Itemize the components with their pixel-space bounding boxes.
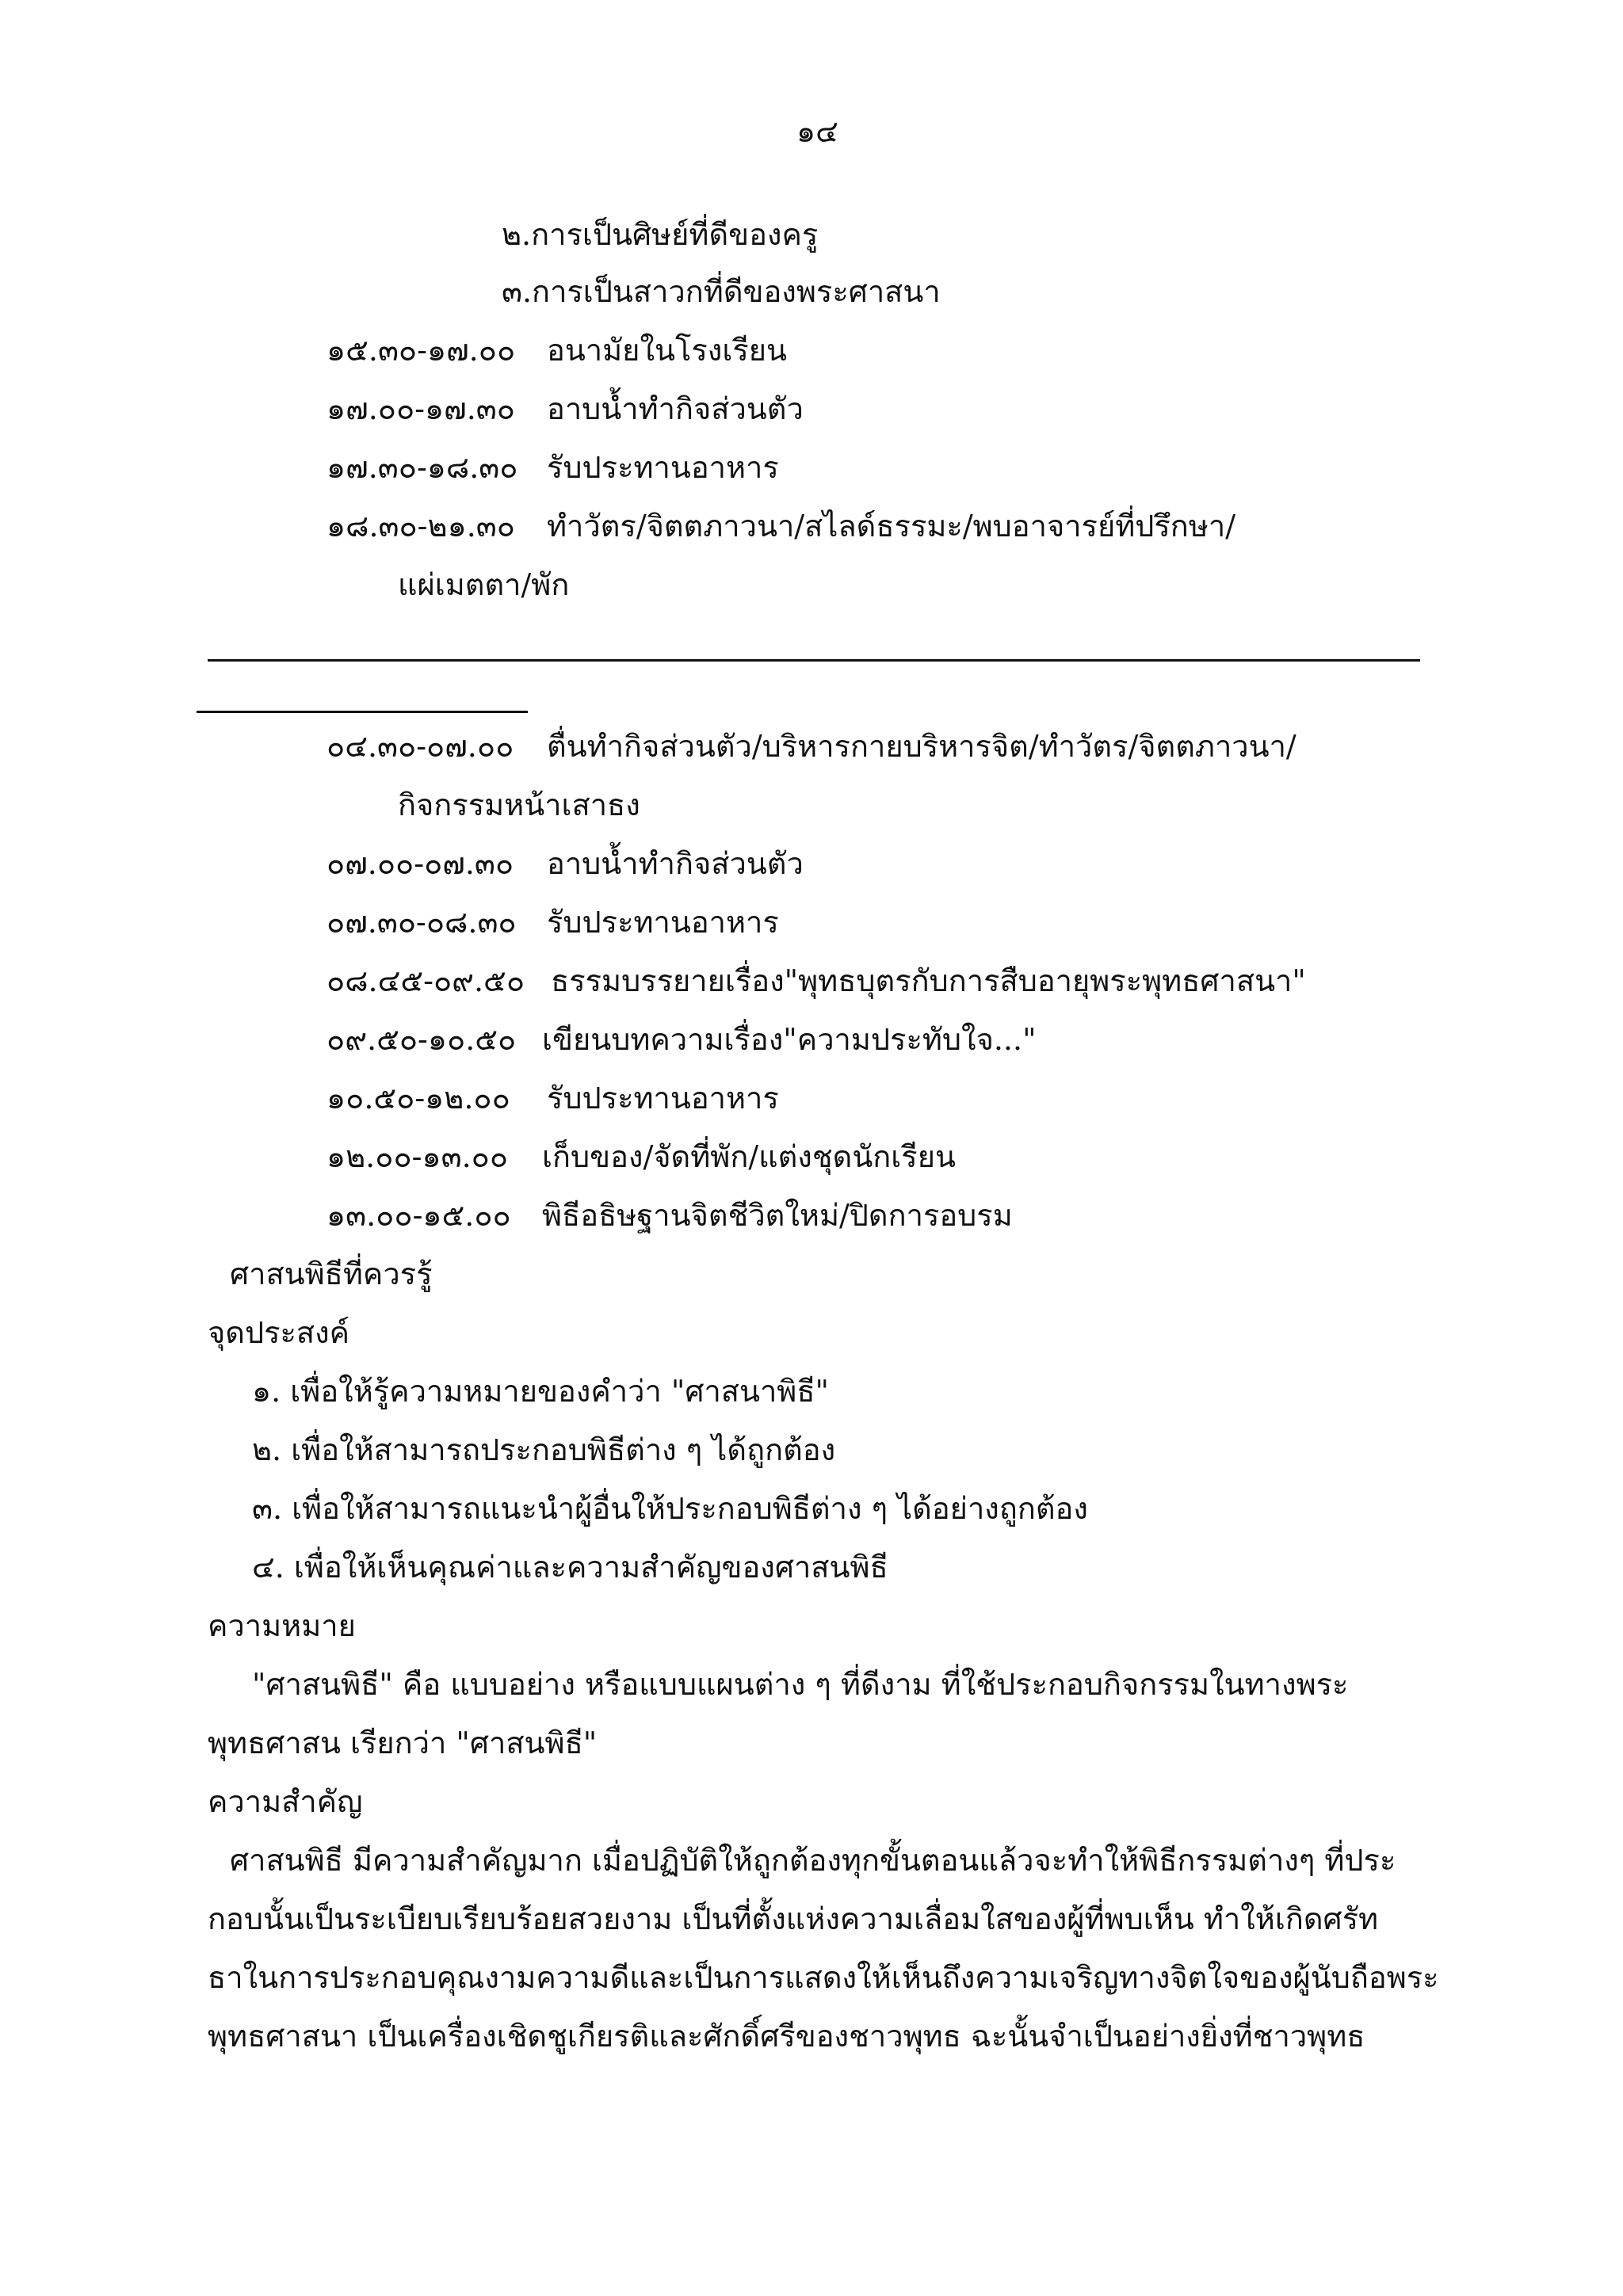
importance-line: ศาสนพิธี มีความสำคัญมาก เมื่อปฏิบัติให้ถูกต้องทุกขั้นตอนแล้วจะทำให้พิธีกรรมต่างๆ ที่ประ — [230, 1843, 1396, 1878]
schedule-activity: พิธีอธิษฐานจิตชีวิตใหม่/ปิดการอบรม — [542, 1198, 1013, 1233]
importance-line: กอบนั้นเป็นระเบียบเรียบร้อยสวยงาม เป็นที่ตั้งแห่งความเลื่อมใสของผู้ที่พบเห็น ทำให้เกิดศรัท — [208, 1901, 1379, 1936]
objective-item: ๓. เพื่อให้สามารถแนะนำผู้อื่นให้ประกอบพิธีต่าง ๆ ได้อย่างถูกต้อง — [252, 1491, 1088, 1526]
schedule-time: ๐๗.๐๐-๐๗.๓๐ — [327, 846, 514, 881]
schedule-time: ๐๔.๓๐-๐๗.๐๐ — [327, 729, 514, 764]
schedule-time: ๑๓.๐๐-๑๕.๐๐ — [327, 1198, 511, 1233]
objective-item: ๑. เพื่อให้รู้ความหมายของคำว่า "ศาสนาพิธี" — [252, 1374, 830, 1409]
objective-item: ๔. เพื่อให้เห็นคุณค่าและความสำคัญของศาสนพิธี — [252, 1550, 888, 1585]
schedule-time: ๑๕.๓๐-๑๗.๐๐ — [327, 333, 516, 368]
schedule-activity-continuation: กิจกรรมหน้าเสาธง — [398, 788, 640, 822]
divider-full — [208, 659, 1420, 662]
schedule-time: ๑๗.๐๐-๑๗.๓๐ — [327, 391, 515, 426]
schedule-time: ๑๒.๐๐-๑๓.๐๐ — [327, 1139, 509, 1174]
objectives-heading: จุดประสงค์ — [208, 1315, 350, 1350]
schedule-activity: เก็บของ/จัดที่พัก/แต่งชุดนักเรียน — [542, 1139, 956, 1174]
schedule-activity: รับประทานอาหาร — [547, 905, 779, 940]
list-item: ๓.การเป็นสาวกที่ดีของพระศาสนา — [502, 274, 941, 309]
schedule-time: ๑๐.๕๐-๑๒.๐๐ — [327, 1081, 510, 1116]
meaning-line: พุทธศาสน เรียกว่า "ศาสนพิธี" — [208, 1726, 598, 1760]
schedule-time: ๐๗.๓๐-๐๘.๓๐ — [327, 905, 517, 940]
schedule-time: ๑๘.๓๐-๒๑.๓๐ — [327, 509, 515, 543]
schedule-activity: รับประทานอาหาร — [547, 1081, 779, 1116]
schedule-activity-continuation: แผ่เมตตา/พัก — [398, 567, 570, 602]
importance-line: พุทธศาสนา เป็นเครื่องเชิดชูเกียรติและศักดิ์ศรีของชาวพุทธ ฉะนั้นจำเป็นอย่างยิ่งที่ชาวพุทธ — [208, 2019, 1365, 2054]
meaning-heading: ความหมาย — [208, 1608, 356, 1643]
schedule-time: ๐๙.๕๐-๑๐.๕๐ — [327, 1022, 517, 1057]
section-title: ศาสนพิธีที่ควรรู้ — [230, 1257, 433, 1291]
page-number: ๑๔ — [796, 114, 838, 149]
objective-item: ๒. เพื่อให้สามารถประกอบพิธีต่าง ๆ ได้ถูกต้อง — [252, 1432, 836, 1467]
schedule-time: ๑๗.๓๐-๑๘.๓๐ — [327, 450, 518, 485]
importance-line: ธาในการประกอบคุณงามความดีและเป็นการแสดงให้เห็นถึงความเจริญทางจิตใจของผู้นับถือพระ — [208, 1960, 1439, 1995]
schedule-activity: อนามัยในโรงเรียน — [547, 333, 787, 368]
schedule-activity: ธรรมบรรยายเรื่อง"พุทธบุตรกับการสืบอายุพระพุทธศาสนา" — [551, 963, 1306, 998]
divider-short — [197, 711, 528, 713]
list-item: ๒.การเป็นศิษย์ที่ดีของครู — [502, 217, 819, 252]
schedule-activity: ทำวัตร/จิตตภาวนา/สไลด์ธรรมะ/พบอาจารย์ที่ปรึกษา/ — [547, 509, 1236, 543]
schedule-time: ๐๘.๔๕-๐๙.๕๐ — [327, 963, 525, 998]
schedule-activity: รับประทานอาหาร — [547, 450, 779, 485]
schedule-activity: อาบน้ำทำกิจส่วนตัว — [547, 391, 804, 426]
schedule-activity: เขียนบทความเรื่อง"ความประทับใจ..." — [542, 1022, 1037, 1057]
meaning-line: "ศาสนพิธี" คือ แบบอย่าง หรือแบบแผนต่าง ๆ ที่ดีงาม ที่ใช้ประกอบกิจกรรมในทางพระ — [252, 1667, 1349, 1702]
schedule-activity: ตื่นทำกิจส่วนตัว/บริหารกายบริหารจิต/ทำวัตร/จิตตภาวนา/ — [547, 729, 1296, 764]
importance-heading: ความสำคัญ — [208, 1784, 363, 1819]
schedule-activity: อาบน้ำทำกิจส่วนตัว — [547, 846, 804, 881]
